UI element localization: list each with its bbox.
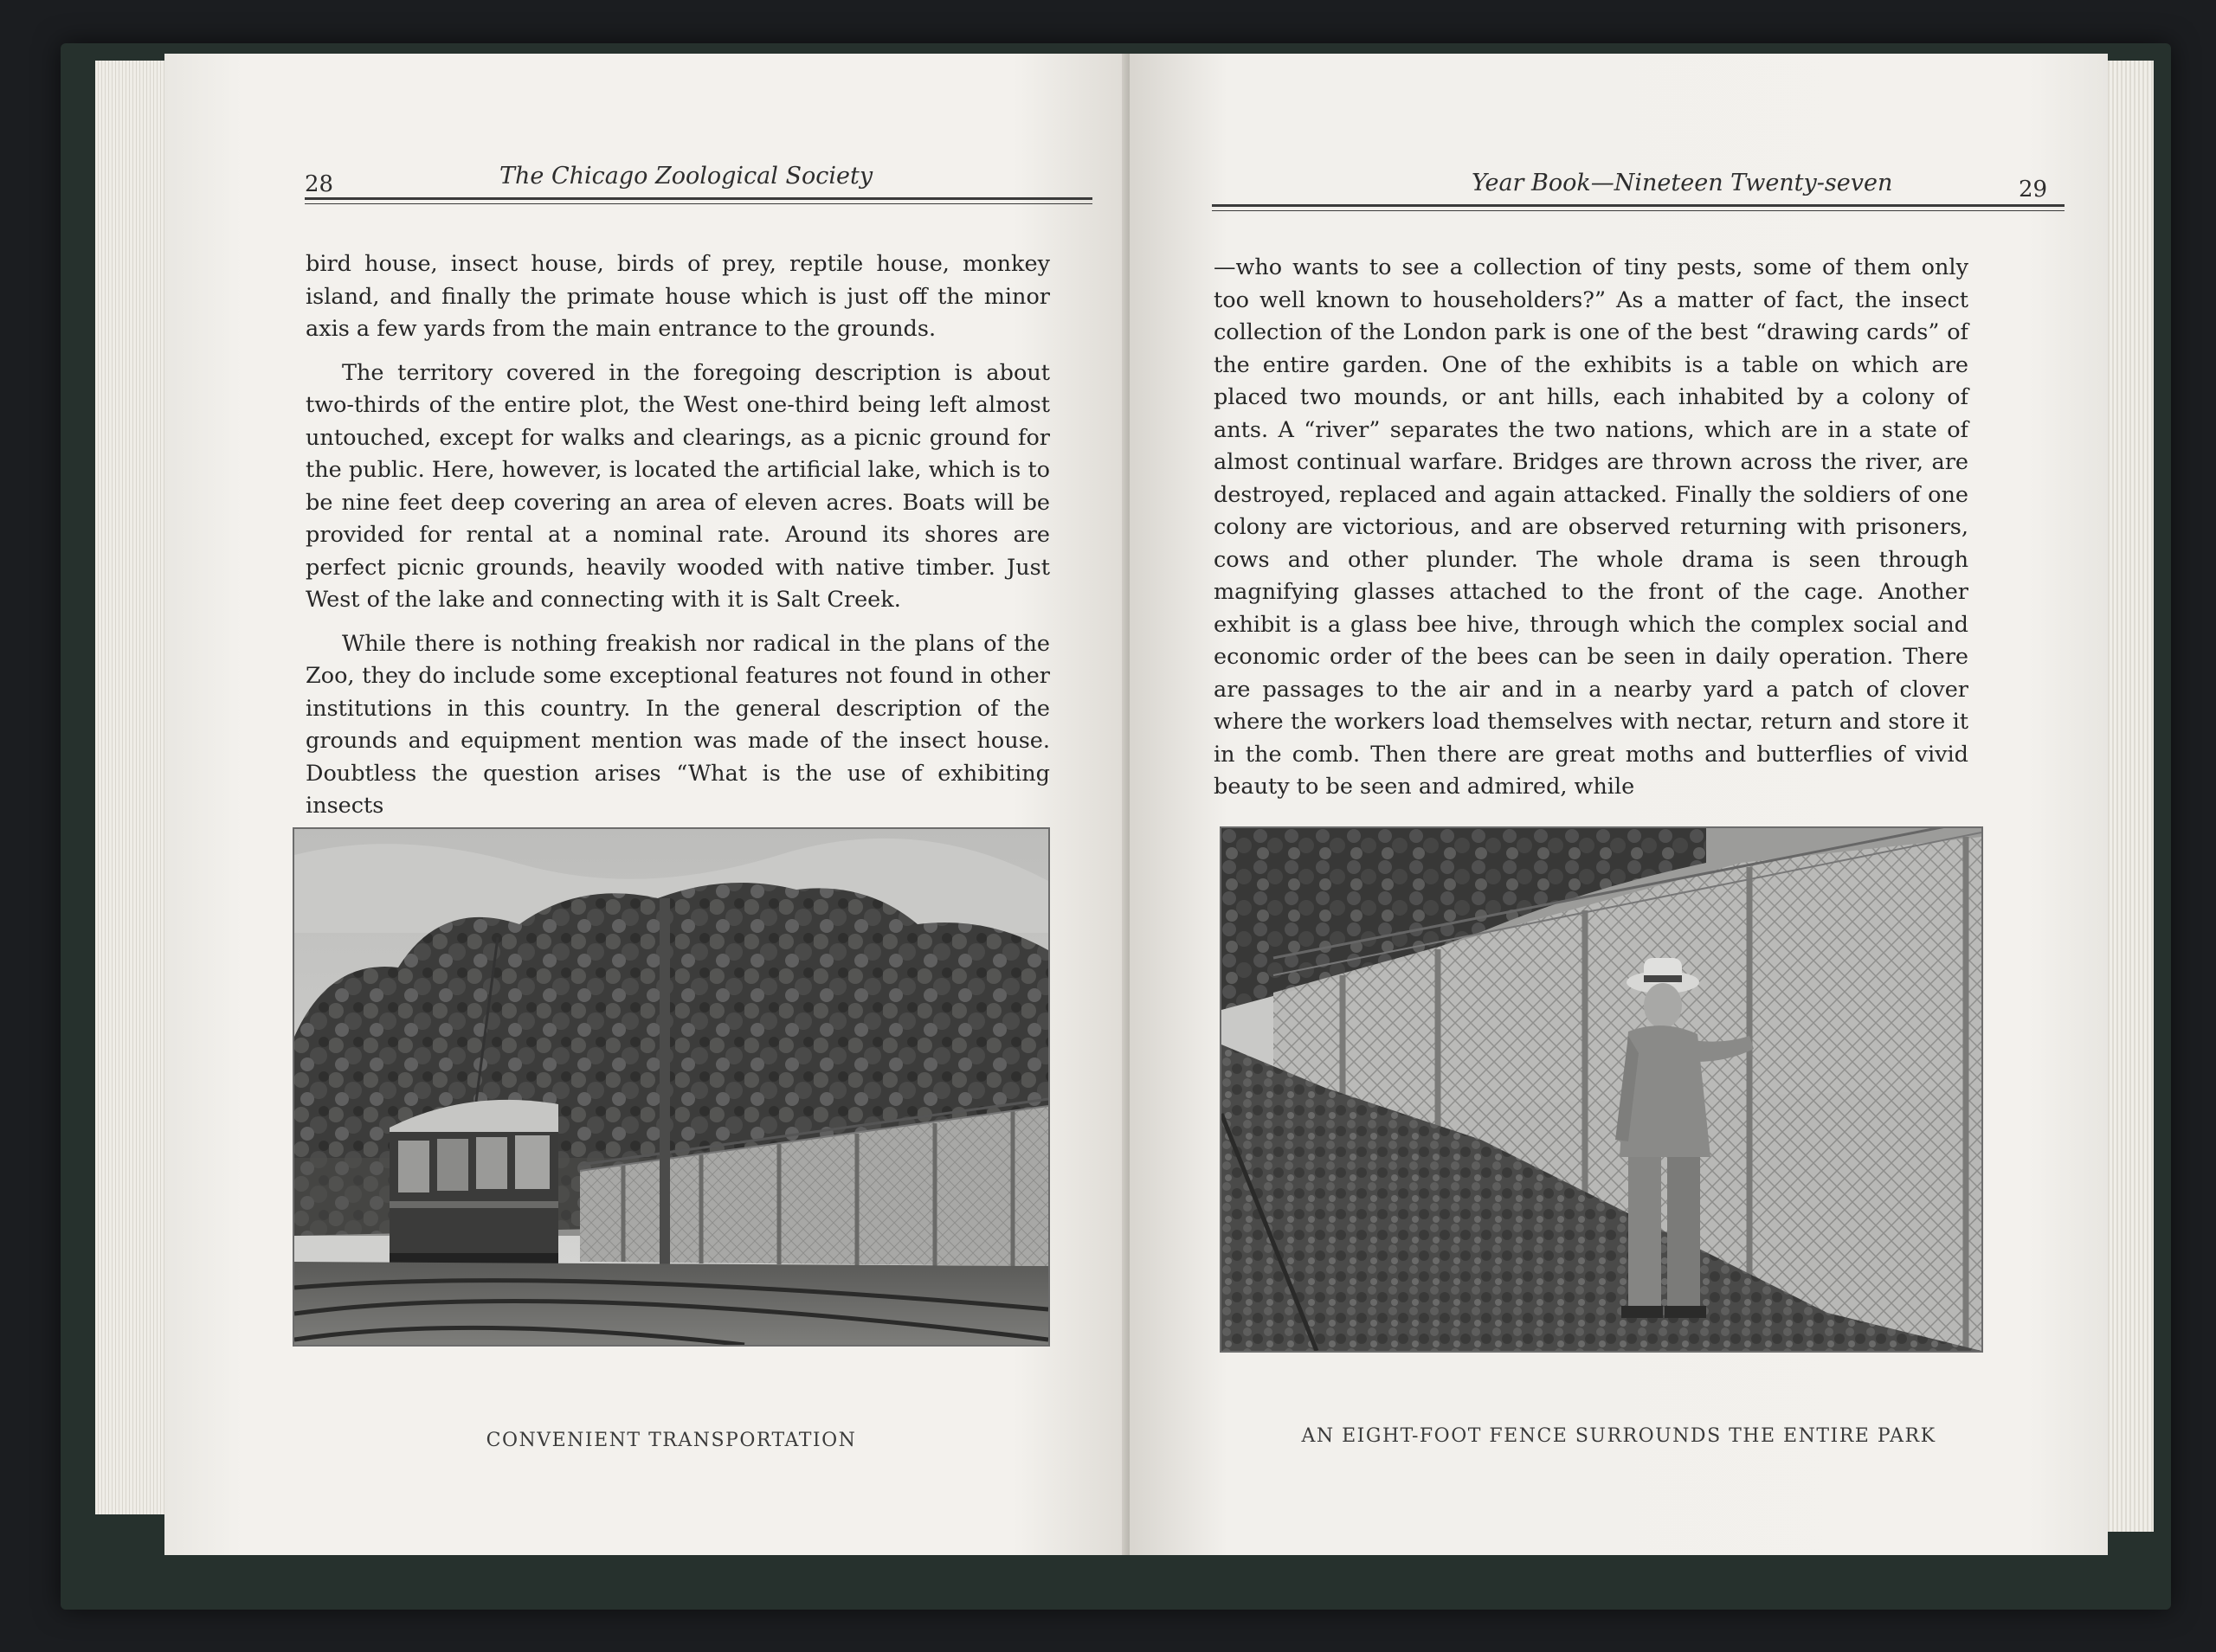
left-paragraph-2: The territory covered in the foregoing description is about two-thirds of the entire plot, the West one-third being left almost untouched, except for walks and clearings, as a picnic ground for the public. Here, however, is located the artificial lake, which is to be nine feet deep covering an area of eleven acres. Boats will be provided for rental at a nominal rate. Around its shores are perfect picnic grounds, heavily wooded with native timber. Just West of the lake and connecting with it is Salt Creek. <box>306 359 1050 613</box>
streetcar-illustration <box>294 829 1048 1345</box>
right-body-text <box>1214 252 1968 815</box>
right-page-number: 29 <box>2019 177 2048 202</box>
right-paragraph-1: —who wants to see a collection of tiny pests, some of them only too well known to householders?” As a matter of fact, the insect collection of the London park is one of the best “drawing cards” of the entire garden. One of the exhibits is a table on which are placed two mounds, or ant hills, each inhabited by a colony of ants. A “river” separates the two nations, which are in a state of almost continual warfare. Bridges are thrown across the river, are destroyed, replaced and again attacked. Finally the soldiers of one colony are victorious, and are observed returning with prisoners, cows and other plunder. The whole drama is seen through magnifying glasses attached to the front of the cage. Another exhibit is a glass bee hive, through which the complex social and economic order of the bees can be seen in daily operation. There are passages to the air and in a nearby yard a patch of clover where the workers load themselves with nectar, return and store it in the comb. Then there are great moths and butterflies of vivid beauty to be seen and admired, while <box>1214 254 1968 800</box>
right-running-head <box>1212 170 2065 204</box>
left-body-text <box>306 248 1050 834</box>
fence-caption: AN EIGHT-FOOT FENCE SURROUNDS THE ENTIRE PARK <box>1301 1425 1936 1447</box>
right-head-rule <box>1212 204 2065 211</box>
left-running-title: The Chicago Zoological Society <box>499 163 873 190</box>
fence-photo <box>1220 826 1983 1353</box>
page-stack-right <box>2103 61 2154 1532</box>
left-head-rule <box>305 197 1092 204</box>
fence-illustration <box>1221 828 1981 1351</box>
left-running-head <box>305 163 1214 197</box>
left-paragraph-1: bird house, insect house, birds of prey, reptile house, monkey island, and finally the primate house which is just off the minor axis a few yards from the main entrance to the grounds. <box>306 251 1050 342</box>
page-stack-left <box>95 61 173 1514</box>
left-page-number: 28 <box>305 171 334 197</box>
right-page <box>1130 54 2108 1555</box>
streetcar-photo <box>293 827 1050 1347</box>
left-paragraph-3: While there is nothing freakish nor radical in the plans of the Zoo, they do include some exceptional features not found in other institutions in this country. In the general description of the grounds and equipment mention was made of the insect house. Doubtless the question arises “What is the use of exhibiting insects <box>306 630 1050 819</box>
left-page <box>164 54 1130 1555</box>
right-running-title: Year Book—Nineteen Twenty-seven <box>1472 170 1893 196</box>
streetcar-caption: CONVENIENT TRANSPORTATION <box>486 1430 857 1451</box>
